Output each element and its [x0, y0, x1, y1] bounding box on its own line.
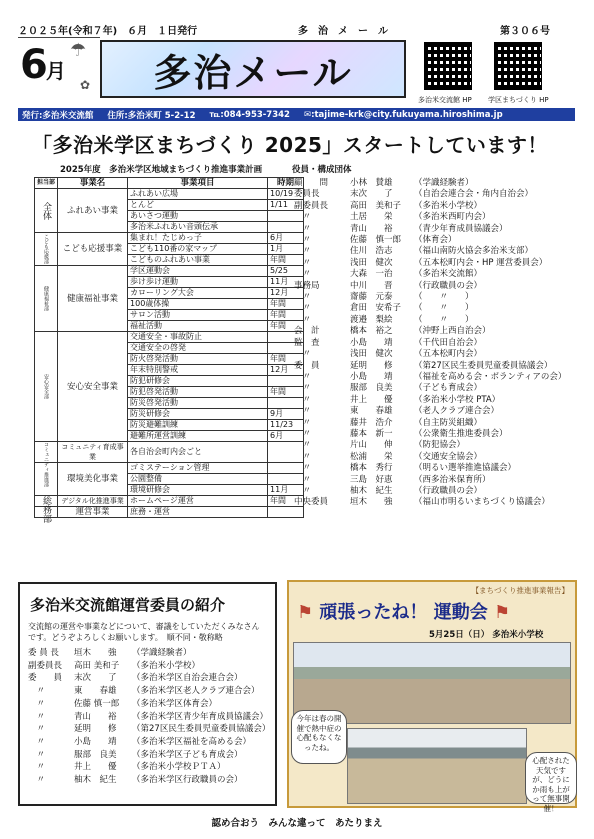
plan-when: 年間: [268, 299, 304, 310]
member-name: 井上 優: [74, 762, 117, 773]
roster-name: 三島 好恵: [350, 474, 393, 485]
roster-row: [294, 235, 576, 246]
roster-row: [294, 189, 576, 200]
table-row: [35, 233, 304, 244]
plan-dept: 総務部: [35, 496, 58, 507]
month-number: 6: [20, 42, 46, 88]
roster-row: [294, 246, 576, 257]
roster-org: （明るい選挙推進協議会）: [414, 463, 517, 474]
plan-when: 年間: [268, 310, 304, 321]
plan-when: 12月: [268, 365, 304, 376]
plan-when: 年間: [268, 496, 304, 507]
roster-row: [294, 463, 576, 474]
roster-name: 中川 晋: [350, 280, 393, 291]
plan-item: こどものふれあい事業: [128, 255, 268, 266]
report-title-text: 頑張ったね！ 運動会: [319, 602, 488, 623]
plan-item: ゴミステーション管理: [128, 463, 268, 474]
roster-role: 〃: [294, 440, 312, 451]
plan-item: 防災避難訓練: [128, 420, 268, 431]
plan-item: 環境研修会: [128, 485, 268, 496]
roster-row: [294, 292, 576, 303]
plan-when: 11月: [268, 277, 304, 288]
plan-dept: 全体: [35, 189, 58, 233]
roster-row: [294, 475, 576, 486]
member-role: 委 員 長: [28, 648, 59, 658]
member-name: 青山 裕: [74, 711, 117, 722]
plan-when: 10/19: [268, 189, 304, 200]
roster-row: [294, 486, 576, 497]
roster-role: 〃: [294, 394, 312, 405]
member-org: （多治米学区自治会連合会）: [132, 673, 243, 684]
qr-code-icon[interactable]: [424, 42, 472, 90]
plan-item: 100歳体操: [128, 299, 268, 310]
roster-role: 〃: [294, 303, 312, 314]
table-row: [35, 189, 304, 200]
roster-name: 土居 栄: [350, 212, 393, 223]
plan-item: 集まれ！たじめっ子: [128, 233, 268, 244]
roster-row: [294, 258, 576, 269]
member-role: 〃: [28, 775, 46, 786]
header-divider: [18, 37, 100, 38]
roster-name: 橋本 裕之: [350, 326, 393, 337]
roster-org: （西多治米保育所）: [414, 474, 491, 485]
member-name: 小島 靖: [74, 736, 117, 747]
member-row: [28, 647, 267, 660]
roster-row: [294, 178, 576, 189]
roster-org: （多治米西町内会）: [414, 212, 491, 223]
roster-row: [294, 224, 576, 235]
roster-role: 〃: [294, 428, 312, 439]
member-org: （多治米小学校）: [132, 660, 201, 671]
report-meta: [429, 628, 543, 640]
roster-row: [294, 497, 576, 508]
footer-slogan: 認め合おう みんな違って あたりまえ: [211, 818, 383, 829]
committee-box: [18, 582, 277, 806]
member-role: 〃: [28, 724, 46, 735]
roster-role: 〃: [294, 485, 312, 496]
roster-name: 服部 良美: [350, 383, 393, 394]
roster-org: （青少年育成員協議会）: [414, 223, 508, 234]
qr1-label: 多治米交流館 HP: [418, 96, 472, 104]
month-suffix: 月: [45, 59, 64, 83]
committee-intro: 交流館の運営や事業などについて、審議をしていただくみなさんです。どうぞよろしくお願いします。 順不同・敬称略: [28, 622, 260, 642]
roster-role: 委員長: [294, 189, 320, 200]
plan-item: 年末特別警戒: [128, 365, 268, 376]
roster-row: [294, 303, 576, 314]
table-row: [35, 332, 304, 343]
member-name: 東 春雄: [74, 686, 117, 697]
member-row: [28, 761, 267, 774]
table-row: [35, 266, 304, 277]
member-org: （第27区民生委員児童委員協議会）: [132, 724, 271, 735]
roster-role: 〃: [294, 417, 312, 428]
col-when: 時期: [268, 178, 304, 189]
plan-item: 各自治会町内会ごと: [128, 442, 268, 463]
plan-item: ふれあい広場: [128, 189, 268, 200]
plan-item: サロン活動: [128, 310, 268, 321]
member-name: 末次 了: [74, 673, 117, 684]
plan-item: 福祉活動: [128, 321, 268, 332]
plan-item: 交通安全・事故防止: [128, 332, 268, 343]
group-photo: [347, 728, 527, 804]
plan-caption: 2025年度 多治米学区地域まちづくり推進事業計画: [60, 165, 263, 175]
roster-row: [294, 212, 576, 223]
col-name: 事業名: [58, 178, 128, 189]
member-role: 〃: [28, 698, 46, 709]
roster-row: [294, 418, 576, 429]
member-row: [28, 711, 267, 724]
title-banner: [100, 40, 406, 98]
report-tag: 【まちづくり推進事業報告】: [471, 586, 569, 595]
plan-project: 健康福祉事業: [58, 266, 128, 332]
roster-name: 齋藤 元泰: [350, 292, 393, 303]
member-role: 副委員長: [28, 660, 63, 671]
roster-row: [294, 315, 576, 326]
roster-row: [294, 440, 576, 451]
roster-name: 渡邉 梨絵: [350, 314, 393, 325]
roster-org: （行政職員の会）: [414, 280, 483, 291]
roster-org: （老人クラブ連合会）: [414, 406, 500, 417]
roster-role: 委 員: [294, 360, 320, 371]
publisher: 発行:多治米交流館: [22, 110, 94, 121]
roster-row: [294, 361, 576, 372]
plan-item: とんど: [128, 200, 268, 211]
roster-org: （自治会連合会・角内自治会）: [414, 189, 534, 200]
roster-org: （福山南防火協会多治米支部）: [414, 246, 534, 257]
table-row: [35, 463, 304, 474]
roster-role: 〃: [294, 451, 312, 462]
plan-project: 運営事業: [58, 507, 128, 518]
email-link[interactable]: ✉:tajime-krk@city.fukuyama.hiroshima.jp: [303, 109, 503, 120]
plan-project: コミュニティ育成事業: [58, 442, 128, 463]
member-org: （多治米学区青少年育成員協議会）: [132, 711, 269, 722]
plan-project: 安心安全事業: [58, 332, 128, 442]
member-name: 垣木 強: [74, 648, 117, 658]
roster-name: 浅田 健次: [350, 349, 393, 360]
plan-item: 防犯啓発活動: [128, 387, 268, 398]
plan-project: 環境美化事業: [58, 463, 128, 496]
roster-org: （沖野上西自治会）: [414, 326, 491, 337]
plan-item: 歩け歩け運動: [128, 277, 268, 288]
roster-role: 〃: [294, 314, 312, 325]
roster-org: （多治米小学校）: [414, 200, 483, 211]
plan-project: こども応援事業: [58, 233, 128, 266]
frog-icon: ✿: [80, 78, 91, 92]
qr-code-icon[interactable]: [494, 42, 542, 90]
roster-org: （ 〃 ）: [414, 303, 474, 314]
roster-row: [294, 269, 576, 280]
plan-when: 11月: [268, 485, 304, 496]
roster-name: 垣木 強: [350, 497, 393, 508]
member-name: 柚木 紀生: [74, 775, 117, 786]
plan-when: 年間: [268, 387, 304, 398]
roster-name: 藤井 浩介: [350, 417, 393, 428]
roster-name: 延明 修: [350, 360, 393, 371]
plan-item: カローリング大会: [128, 288, 268, 299]
month-label: [20, 42, 64, 88]
plan-when: 5/25: [268, 266, 304, 277]
member-row: [28, 736, 267, 749]
plan-item: 庶務・運営: [128, 507, 268, 518]
col-dept: 担当部: [35, 178, 58, 189]
roster-name: 末次 了: [350, 189, 393, 200]
roster-name: 松浦 栄: [350, 451, 393, 462]
plan-item: 防犯研修会: [128, 376, 268, 387]
qr2-label: 学区まちづくり HP: [488, 96, 549, 104]
roster-name: 藤本 新一: [350, 428, 393, 439]
roster-role: 〃: [294, 212, 312, 223]
flag-icon: ⚑: [493, 602, 511, 623]
roster-role: 〃: [294, 246, 312, 257]
roster-name: 橋本 秀行: [350, 463, 393, 474]
roster-role: 〃: [294, 235, 312, 246]
table-row: [35, 442, 304, 463]
member-org: （多治米学区子ども育成会）: [132, 749, 243, 760]
plan-when: 12月: [268, 288, 304, 299]
plan-item: 交通安全の啓発: [128, 343, 268, 354]
member-org: （多治米学区行政職員の会）: [132, 775, 243, 786]
roster-org: （学識経験者）: [414, 178, 474, 188]
col-item: 事業項目: [128, 178, 268, 189]
roster-role: 会 計: [294, 326, 320, 337]
paper-name: 多 治 メ ー ル: [298, 26, 388, 37]
roster-name: 浅田 健次: [350, 257, 393, 268]
roster-role: 〃: [294, 474, 312, 485]
member-name: 服部 良美: [74, 749, 117, 760]
issue-date: ２０２５年(令和７年) ６月 １日発行: [18, 26, 198, 37]
member-row: [28, 723, 271, 736]
roster-name: 大森 一治: [350, 269, 393, 280]
roster-role: 〃: [294, 371, 312, 382]
speech-bubble-right: 心配された天気ですが、どうにか雨も上がって無事開催！: [525, 752, 577, 804]
plan-dept: こども応援部: [35, 233, 58, 266]
roster-role: 中央委員: [294, 497, 329, 508]
roster-role: 〃: [294, 292, 312, 303]
headline: 「多治米学区まちづくり 2025」スタートしています！: [32, 133, 548, 157]
member-row: [28, 685, 267, 698]
paper-title: 多治メール: [153, 50, 353, 95]
member-row: [28, 749, 267, 762]
plan-when: 1/11: [268, 200, 304, 211]
member-role: 委 員: [28, 673, 63, 684]
roster-org: （防犯協会）: [414, 440, 466, 451]
roster-role: 〃: [294, 269, 312, 280]
plan-item: ホームページ運営: [128, 496, 268, 507]
plan-table: [34, 177, 304, 523]
flag-icon: ⚑: [297, 602, 314, 623]
plan-when: 9月: [268, 409, 304, 420]
roster-org: （福祉を高める会・ボランティアの会）: [414, 371, 567, 382]
roster-role: 〃: [294, 223, 312, 234]
roster-name: 小島 靖: [350, 371, 393, 382]
plan-item: 防災研修会: [128, 409, 268, 420]
roster-row: [294, 452, 576, 463]
plan-when: 年間: [268, 354, 304, 365]
roster-org: （交通安全協会）: [414, 451, 483, 462]
roster-row: [294, 383, 576, 394]
roster-name: 佐藤 慎一郎: [350, 235, 402, 246]
roster-org: （体育会）: [414, 235, 457, 246]
speech-bubble-left: 今年は春の開催で熱中症の心配もなくなったね。: [291, 710, 347, 764]
plan-item: あいさつ運動: [128, 211, 268, 222]
roster-row: [294, 406, 576, 417]
roster-name: 柚木 紀生: [350, 485, 393, 496]
roster-row: [294, 326, 576, 337]
plan-project: ふれあい事業: [58, 189, 128, 233]
issue-number: 第３０６号: [500, 26, 550, 37]
table-row: [35, 507, 304, 518]
roster-name: 倉田 安希子: [350, 303, 402, 314]
member-row: [28, 672, 267, 685]
plan-dept: 安心安全部: [35, 332, 58, 442]
member-name: 延明 修: [74, 724, 117, 735]
plan-item: 防災啓発活動: [128, 398, 268, 409]
table-row: [35, 496, 304, 507]
plan-item: 公園整備: [128, 474, 268, 485]
roster-caption: 役員・構成団体: [292, 165, 352, 175]
plan-item: 避難所運営訓練: [128, 431, 268, 442]
plan-dept: コミュニティ推進部: [35, 442, 58, 463]
roster-org: （行政職員の会）: [414, 485, 483, 496]
member-name: 佐藤 慎一郎: [74, 698, 120, 709]
umbrella-icon: ☂: [70, 40, 87, 61]
roster-name: 井上 優: [350, 394, 393, 405]
plan-when: 年間: [268, 255, 304, 266]
roster-name: 東 春雄: [350, 406, 393, 417]
member-org: （多治米学区体育会）: [132, 698, 218, 709]
plan-project: デジタル化推進事業: [58, 496, 128, 507]
roster-role: 顧 問: [294, 178, 329, 188]
roster-list: [294, 178, 576, 509]
plan-item: 学区運動会: [128, 266, 268, 277]
roster-org: （第27区民生委員児童委員協議会）: [414, 360, 553, 371]
roster-name: 青山 裕: [350, 223, 393, 234]
member-row: [28, 660, 267, 673]
member-role: 〃: [28, 749, 46, 760]
member-role: 〃: [28, 686, 46, 697]
committee-title: 多治米交流館運営委員の紹介: [30, 596, 226, 614]
plan-when: 6月: [268, 233, 304, 244]
plan-when: 年間: [268, 321, 304, 332]
roster-org: （多治米交流館）: [414, 269, 483, 280]
roster-name: 高田 美和子: [350, 200, 402, 211]
plan-when: 6月: [268, 431, 304, 442]
tel: ℡:084-953-7342: [209, 109, 290, 120]
roster-name: 住川 浩志: [350, 246, 393, 257]
roster-name: 小島 靖: [350, 337, 393, 348]
plan-when: 1月: [268, 244, 304, 255]
roster-row: [294, 201, 576, 212]
plan-dept: 健康福祉部: [35, 266, 58, 332]
roster-row: [294, 349, 576, 360]
roster-role: 〃: [294, 383, 312, 394]
roster-org: （ 〃 ）: [414, 314, 474, 325]
plan-table-wrap: [34, 177, 304, 523]
roster-role: 事務局: [294, 280, 320, 291]
roster-name: 小林 賛雄: [350, 178, 393, 188]
roster-org: （多治米小学校 PTA）: [414, 394, 501, 405]
committee-members: [28, 647, 271, 787]
member-row: [28, 774, 267, 787]
roster-row: [294, 395, 576, 406]
member-role: 〃: [28, 736, 46, 747]
roster-row: [294, 338, 576, 349]
info-bar: [18, 108, 575, 121]
report-place: 多治米小学校: [492, 630, 544, 640]
roster-org: （五本松町内会・HP 運営委員会）: [414, 257, 548, 268]
roster-name: 片山 伸: [350, 440, 393, 451]
roster-org: （ 〃 ）: [414, 292, 474, 303]
member-org: （学識経験者）: [132, 648, 192, 658]
plan-item: 多治米ふれあい音頭伝承: [128, 222, 268, 233]
plan-item: こども110番の家マップ: [128, 244, 268, 255]
report-box: [287, 580, 577, 813]
member-org: （多治米学区老人クラブ連合会）: [132, 686, 260, 697]
roster-role: 副委員長: [294, 200, 329, 211]
roster-org: （千代田自治会）: [414, 337, 483, 348]
roster-role: 監 査: [294, 337, 320, 348]
roster-row: [294, 281, 576, 292]
roster-role: 〃: [294, 463, 312, 474]
address: 住所:多治米町 5-2-12: [107, 110, 196, 121]
report-date: 5月25日（日）: [429, 630, 490, 640]
roster-org: （公衆衛生推進委員会）: [414, 428, 508, 439]
member-org: （多治米小学校ＰＴＡ）: [132, 762, 226, 773]
member-name: 高田 美和子: [74, 660, 120, 671]
roster-row: [294, 429, 576, 440]
roster-org: （福山市明るいまちづくり協議会）: [414, 497, 550, 508]
plan-item: 防火啓発活動: [128, 354, 268, 365]
roster-org: （自主防災組織）: [414, 417, 483, 428]
member-role: 〃: [28, 762, 46, 773]
report-title: [297, 598, 510, 624]
roster-row: [294, 372, 576, 383]
roster-role: 〃: [294, 406, 312, 417]
roster-role: 〃: [294, 257, 312, 268]
roster-role: 〃: [294, 349, 312, 360]
roster-org: （五本松町内会）: [414, 349, 483, 360]
member-org: （多治米学区福祉を高める会）: [132, 736, 252, 747]
member-role: 〃: [28, 711, 46, 722]
roster-org: （子ども育成会）: [414, 383, 483, 394]
member-row: [28, 698, 267, 711]
plan-when: 11/23: [268, 420, 304, 431]
